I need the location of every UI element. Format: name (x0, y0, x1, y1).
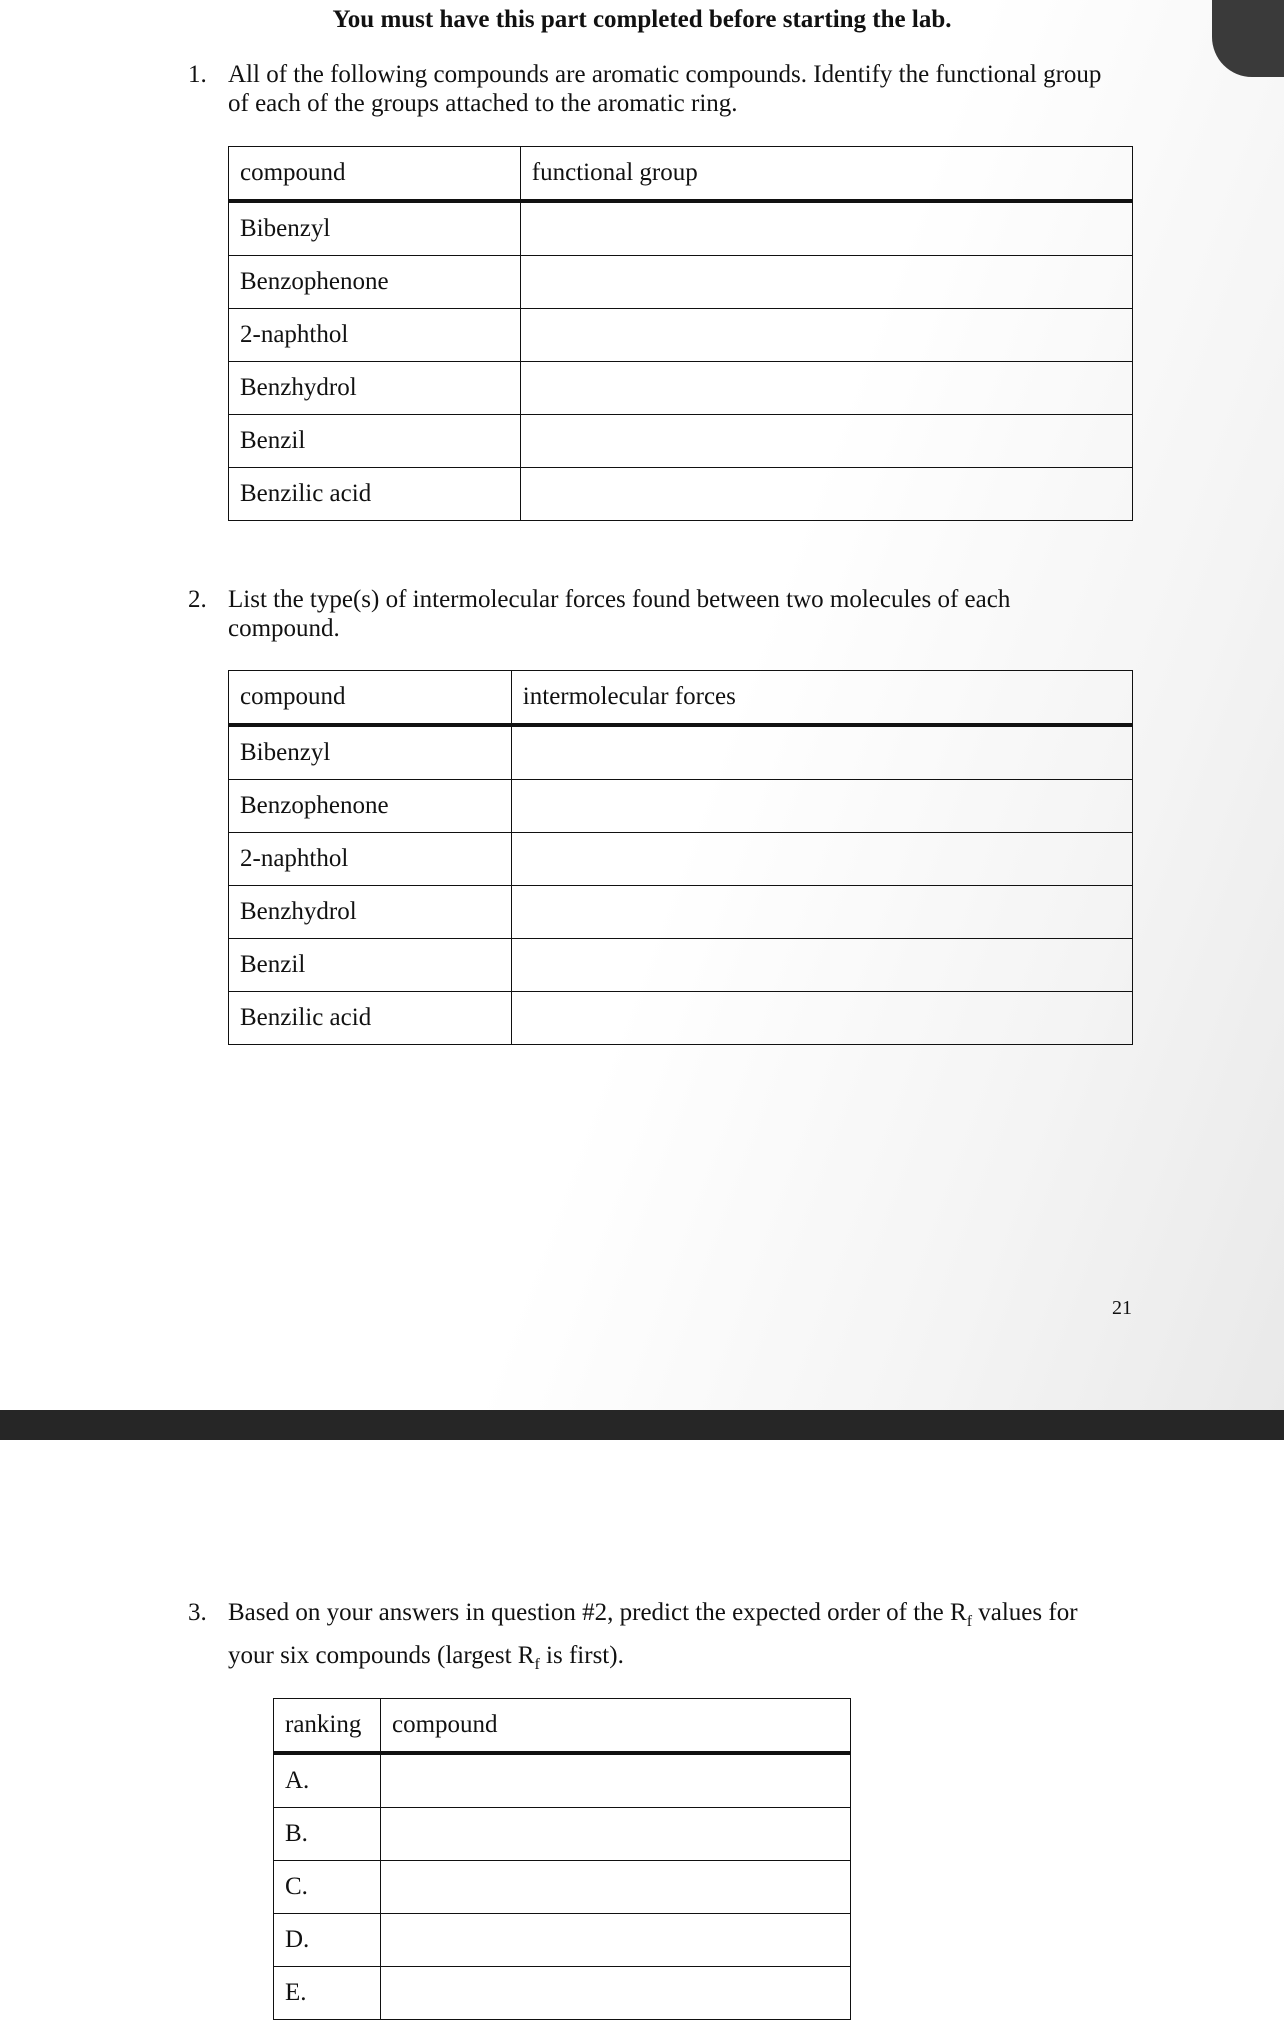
question-number: 3. (188, 1599, 207, 1626)
question-number: 1. (188, 61, 207, 88)
answer-cell[interactable] (511, 886, 1132, 939)
table-row (229, 886, 1133, 939)
answer-cell[interactable] (511, 833, 1132, 886)
table-row (274, 1967, 851, 2020)
rank-cell: A. (274, 1753, 381, 1808)
answer-cell[interactable] (380, 1808, 850, 1861)
table-row (274, 1753, 851, 1808)
answer-cell[interactable] (511, 939, 1132, 992)
answer-cell[interactable] (511, 780, 1132, 833)
compound-cell: Benzilic acid (229, 468, 521, 521)
table-row (229, 992, 1133, 1045)
compound-cell: Benzil (229, 415, 521, 468)
table-row (274, 1808, 851, 1861)
compound-cell: Bibenzyl (229, 725, 512, 780)
header-compound: compound (380, 1699, 850, 1754)
compound-cell: 2-naphthol (229, 833, 512, 886)
compound-cell: Benzophenone (229, 780, 512, 833)
compound-cell: Benzil (229, 939, 512, 992)
table-row (229, 780, 1133, 833)
page-number: 21 (1112, 1297, 1132, 1319)
answer-cell[interactable] (380, 1861, 850, 1914)
answer-cell[interactable] (520, 256, 1132, 309)
compound-cell: Bibenzyl (229, 201, 521, 256)
answer-cell[interactable] (380, 1914, 850, 1967)
answer-cell[interactable] (520, 362, 1132, 415)
answer-cell[interactable] (520, 309, 1132, 362)
table-row (274, 1861, 851, 1914)
table-row (274, 1914, 851, 1967)
page-divider (0, 1410, 1284, 1440)
header-compound: compound (229, 671, 512, 726)
question-text: All of the following compounds are aromatic compounds. Identify the functional group of each of the groups attached to the aromatic ring. (228, 61, 1102, 117)
answer-cell[interactable] (520, 415, 1132, 468)
rank-cell: B. (274, 1808, 381, 1861)
answer-cell[interactable] (511, 725, 1132, 780)
answer-cell[interactable] (520, 201, 1132, 256)
functional-group-table (228, 146, 1133, 521)
intermolecular-forces-table (228, 670, 1133, 1045)
table-row (229, 725, 1133, 780)
header-functional-group: functional group (520, 147, 1132, 202)
compound-cell: Benzhydrol (229, 886, 512, 939)
header-compound: compound (229, 147, 521, 202)
answer-cell[interactable] (380, 1967, 850, 2020)
rank-cell: D. (274, 1914, 381, 1967)
rank-cell: C. (274, 1861, 381, 1914)
ranking-table (273, 1698, 851, 2020)
question-number: 2. (188, 586, 207, 613)
page-heading: You must have this part completed before starting the lab. (332, 6, 952, 33)
header-ranking: ranking (274, 1699, 381, 1754)
table-row (229, 256, 1133, 309)
compound-cell: Benzophenone (229, 256, 521, 309)
table-row (229, 468, 1133, 521)
table-row (229, 309, 1133, 362)
answer-cell[interactable] (520, 468, 1132, 521)
table-row (229, 362, 1133, 415)
table-row (229, 939, 1133, 992)
compound-cell: 2-naphthol (229, 309, 521, 362)
answer-cell[interactable] (511, 992, 1132, 1045)
rank-cell: E. (274, 1967, 381, 2020)
table-row (229, 833, 1133, 886)
question-text: Based on your answers in question #2, predict the expected order of the $R_f$ values for your six compounds (largest $R_f$ is first). (228, 1599, 1078, 1673)
answer-cell[interactable] (380, 1753, 850, 1808)
table-row (229, 415, 1133, 468)
table-row (229, 201, 1133, 256)
question-text: List the type(s) of intermolecular forces found between two molecules of each compound. (228, 586, 1011, 642)
header-intermolecular-forces: intermolecular forces (511, 671, 1132, 726)
compound-cell: Benzhydrol (229, 362, 521, 415)
compound-cell: Benzilic acid (229, 992, 512, 1045)
